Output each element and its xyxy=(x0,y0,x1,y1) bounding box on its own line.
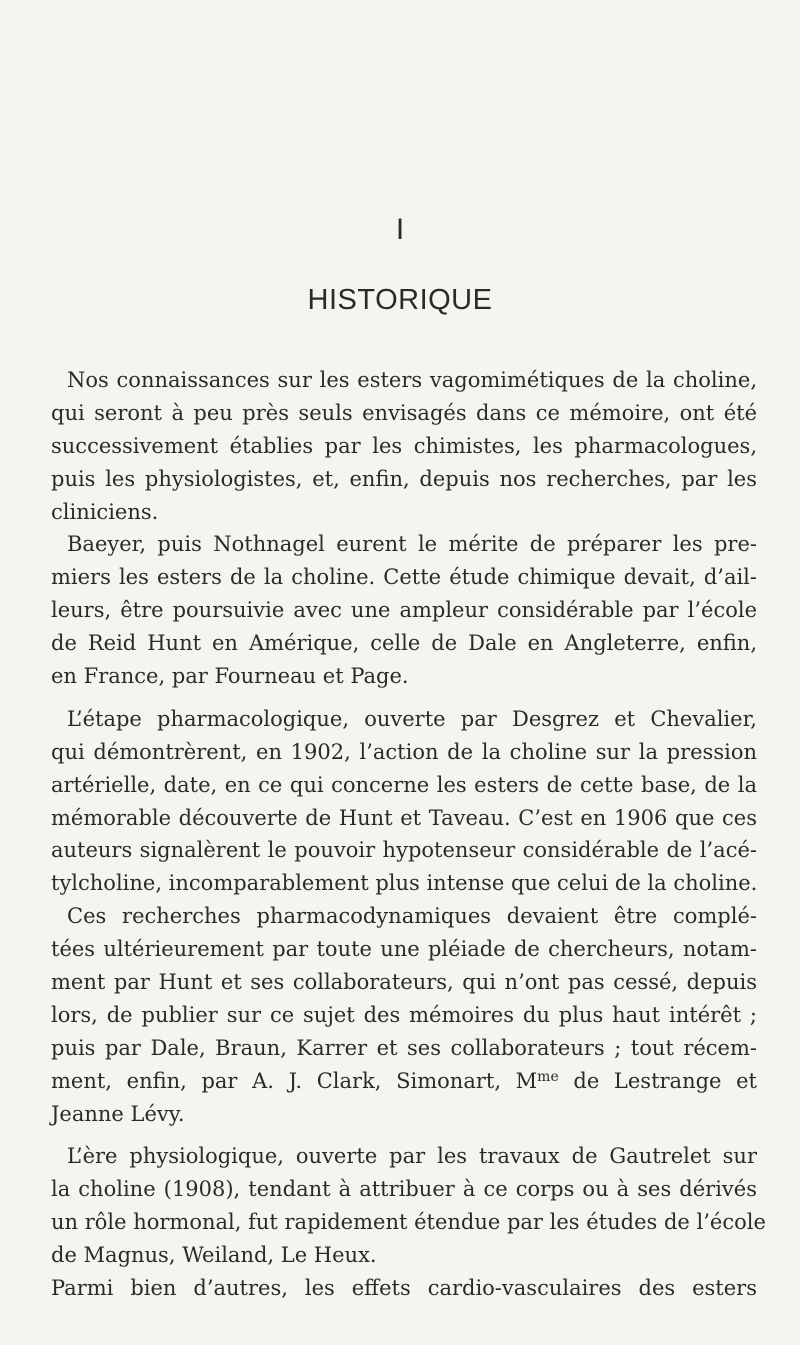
paragraph-gap xyxy=(51,693,757,703)
text-line: Parmi bien d’autres, les effets cardio-vasculaires des esters xyxy=(51,1276,757,1301)
text-line: Jeanne Lévy. xyxy=(51,1101,185,1126)
text-line: la choline (1908), tendant à attribuer à ce corps ou à ses dérivés xyxy=(51,1177,757,1202)
text-line: puis par Dale, Braun, Karrer et ses collaborateurs ; tout récem- xyxy=(51,1035,757,1060)
text-line: qui démontrèrent, en 1902, l’action de la choline sur la pression xyxy=(51,739,757,764)
text-line: Ces recherches pharmacodynamiques devaient être complé- xyxy=(67,904,757,929)
text-line: leurs, être poursuivie avec une ampleur considérable par l’école xyxy=(51,598,757,623)
text-line: artérielle, date, en ce qui concerne les esters de cette base, de la xyxy=(51,772,757,797)
superscript: me xyxy=(537,1068,559,1085)
text-line: miers les esters de la choline. Cette étude chimique devait, d’ail- xyxy=(51,565,757,590)
text-line: tées ultérieurement par toute une pléiade de chercheurs, notam- xyxy=(51,937,757,962)
text-fragment: ment, enfin, par A. J. Clark, Simonart, M xyxy=(51,1068,538,1093)
text-line: Baeyer, puis Nothnagel eurent le mérite de préparer les pre- xyxy=(67,532,757,557)
text-line: Nos connaissances sur les esters vagomimétiques de la choline, xyxy=(67,368,757,392)
text-line: qui seront à peu près seuls envisagés dans ce mémoire, ont été xyxy=(51,400,757,425)
text-line: un rôle hormonal, fut rapidement étendue par les études de l’école xyxy=(51,1210,766,1235)
text-line: mémorable découverte de Hunt et Taveau. C’est en 1906 que ces xyxy=(51,805,757,830)
text-line: lors, de publier sur ce sujet des mémoires du plus haut intérêt ; xyxy=(51,1002,757,1027)
text-fragment: de Lestrange et xyxy=(558,1068,757,1093)
body-text xyxy=(51,364,766,1305)
text-line: ment par Hunt et ses collaborateurs, qui n’ont pas cessé, depuis xyxy=(51,970,757,995)
text-line: auteurs signalèrent le pouvoir hypotenseur considérable de l’acé- xyxy=(51,838,757,863)
chapter-number: I xyxy=(395,213,405,246)
text-line: cliniciens. xyxy=(51,499,159,524)
text-line: puis les physiologistes, et, enfin, depuis nos recherches, par les xyxy=(51,466,757,491)
text-line-mme xyxy=(51,1065,757,1098)
text-line: tylcholine, incomparablement plus intense que celui de la choline. xyxy=(51,871,758,896)
text-line: de Magnus, Weiland, Le Heux. xyxy=(51,1243,377,1268)
text-line: de Reid Hunt en Amérique, celle de Dale en Angleterre, enfin, xyxy=(51,631,757,656)
text-line: L’ère physiologique, ouverte par les travaux de Gautrelet sur xyxy=(67,1144,757,1169)
text-line: en France, par Fourneau et Page. xyxy=(51,664,409,689)
paragraph-gap xyxy=(51,1130,757,1140)
text-line: successivement établies par les chimistes, les pharmacologues, xyxy=(51,433,757,458)
chapter-title: HISTORIQUE xyxy=(307,284,493,316)
text-line: L’étape pharmacologique, ouverte par Desgrez et Chevalier, xyxy=(67,706,757,731)
